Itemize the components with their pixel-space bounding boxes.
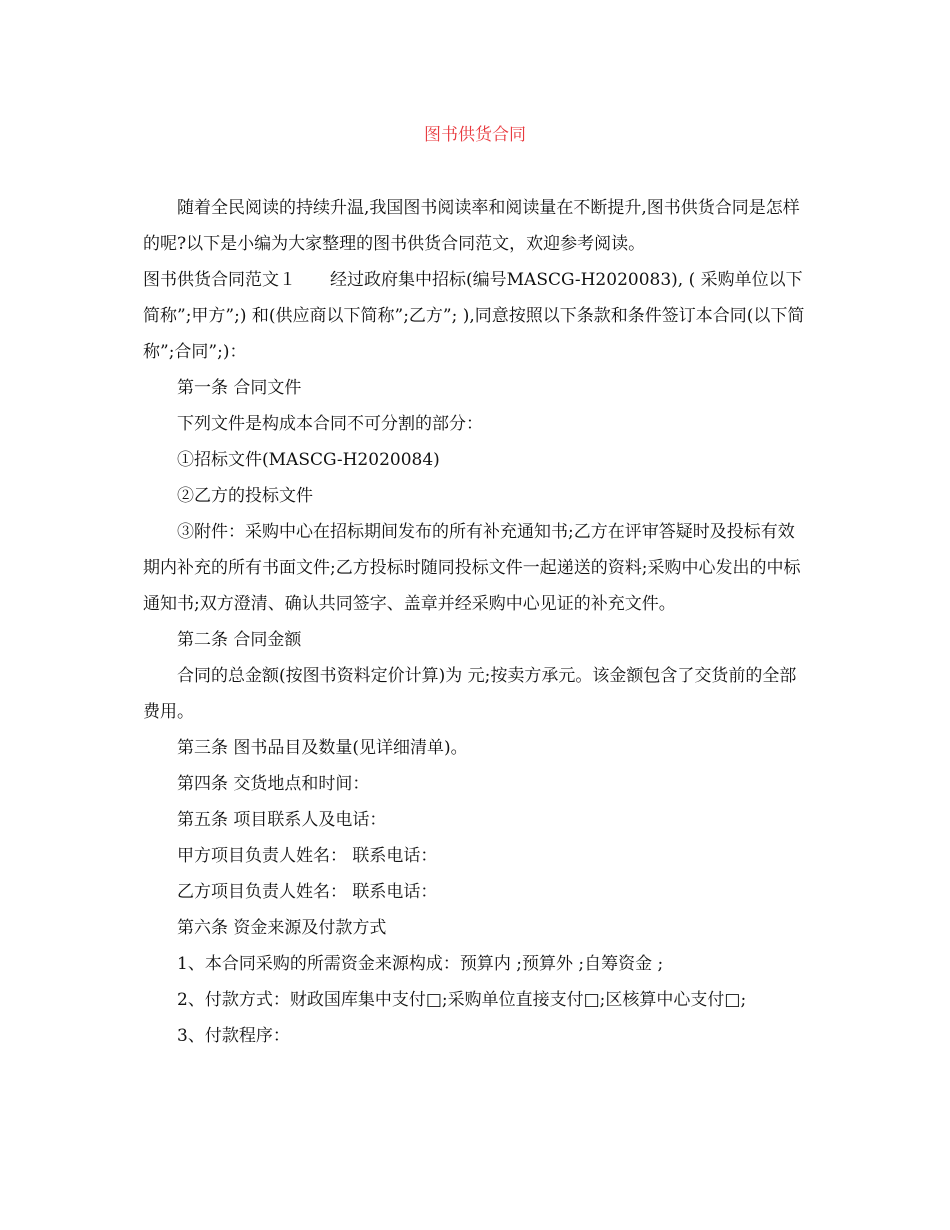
article-6-heading: 第六条 资金来源及付款方式 xyxy=(177,918,387,938)
list-item: 1、本合同采购的所需资金来源构成：预算内 ;预算外 ;自筹资金 ; xyxy=(177,954,664,974)
paragraph: 乙方项目负责人姓名： 联系电话： xyxy=(177,882,438,902)
article-1-heading: 第一条 合同文件 xyxy=(177,378,302,398)
list-item: ③附件：采购中心在招标期间发布的所有补充通知书;乙方在评审答疑时及投标有效期内补充的所有书面文件;乙方投标时随同投标文件一起递送的资料;采购中心发出的中标通知书;双方澄清、确认共同签字、盖章并经采购中心见证的补充文件。 xyxy=(143,522,801,614)
paragraph-intro: 随着全民阅读的持续升温,我国图书阅读率和阅读量在不断提升,图书供货合同是怎样的呢?以下是小编为大家整理的图书供货合同范文，欢迎参考阅读。 xyxy=(143,198,800,254)
paragraph: 合同的总金额(按图书资料定价计算)为 元;按卖方承元。该金额包含了交货前的全部费用。 xyxy=(143,666,797,722)
list-item: ①招标文件(MASCG-H2020084) xyxy=(177,450,440,470)
article-5-heading: 第五条 项目联系人及电话： xyxy=(177,810,387,830)
list-item: 2、付款方式：财政国库集中支付□;采购单位直接支付□;区核算中心支付□; xyxy=(177,990,747,1010)
paragraph-preamble: 图书供货合同范文１ 经过政府集中招标(编号MASCG-H2020083), ( 采购单位以下简称”;甲方”;) 和(供应商以下简称”;乙方”; ),同意按照以下条款和条件签订本合同(以下简称”;合同”;)： xyxy=(143,270,805,362)
document-body xyxy=(143,190,811,1054)
list-item: ②乙方的投标文件 xyxy=(177,486,313,506)
document-title: 图书供货合同 xyxy=(424,125,526,145)
paragraph: 下列文件是构成本合同不可分割的部分： xyxy=(177,414,483,434)
article-3-heading: 第三条 图书品目及数量(见详细清单)。 xyxy=(177,738,468,758)
article-4-heading: 第四条 交货地点和时间： xyxy=(177,774,370,794)
paragraph: 甲方项目负责人姓名： 联系电话： xyxy=(177,846,438,866)
article-2-heading: 第二条 合同金额 xyxy=(177,630,302,650)
list-item: 3、付款程序： xyxy=(177,1026,290,1046)
